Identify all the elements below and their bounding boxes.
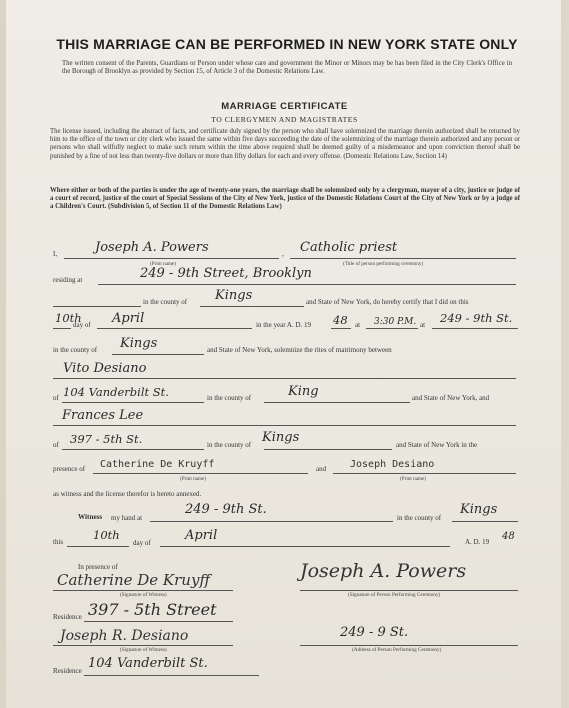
witness1-signature: Catherine De Kruyff [57, 571, 211, 589]
label-residence: Residence [53, 613, 82, 621]
line-groom-county [264, 402, 410, 403]
line-witness2-residence [84, 675, 259, 676]
signed-county: Kings [460, 502, 498, 517]
time: 3:30 P.M. [374, 317, 417, 327]
witness2-signature: Joseph R. Desiano [60, 628, 189, 644]
county1: Kings [215, 288, 253, 303]
line-county1 [200, 306, 304, 307]
label-state-in-the: and State of New York in the [396, 441, 478, 449]
place: 249 - 9th St. [440, 311, 513, 325]
bride-address: 397 - 5th St. [70, 432, 143, 446]
caption-sig-person: (Signature of Person Performing Ceremony) [348, 592, 441, 598]
label-at: at [355, 321, 361, 329]
line-month [97, 328, 252, 329]
line-officiant-signature [300, 590, 518, 591]
signed-year: 48 [502, 531, 515, 542]
caption-title: (Title of person performing ceremony) [343, 261, 424, 267]
groom-name: Vito Desiano [63, 361, 147, 376]
line-groom-address [62, 402, 204, 403]
line-bride-address [62, 449, 204, 450]
line-officiant-title [290, 258, 516, 259]
label-county: in the county of [143, 298, 188, 306]
label-presence: presence of [53, 465, 86, 473]
officiant-title: Catholic priest [300, 240, 398, 255]
officiant-name: Joseph A. Powers [95, 240, 209, 255]
signed-day: 10th [93, 528, 120, 542]
line-witness1-residence [84, 621, 233, 622]
label-of: of [53, 394, 59, 402]
line-signed-month [160, 546, 450, 547]
label-county3: in the county of [207, 394, 252, 402]
label-county2: in the county of [53, 346, 98, 354]
label-state-certify: and State of New York, do hereby certify that I did on this [306, 298, 469, 306]
groom-county: King [288, 384, 319, 399]
witness2-residence: 104 Vanderbilt St. [88, 656, 208, 671]
header-title: THIS MARRIAGE CAN BE PERFORMED IN NEW YORK STATE ONLY [56, 36, 518, 52]
officiant-signature: Joseph A. Powers [300, 560, 467, 582]
label-county4: in the county of [207, 441, 252, 449]
line-day [53, 328, 71, 329]
label-county5: in the county of [397, 514, 442, 522]
marriage-certificate-page: THIS MARRIAGE CAN BE PERFORMED IN NEW YORK STATE ONLY The written consent of the Parents, Guardians or Person under whose care and government the Minor or Minors may be has been filed in the City Clerk's Office in the Borough of Brooklyn as provided by Section 15, of Article 3 of the Domestic Relations Law. MARRIAGE CERTIFICATE TO CLERGYMEN AND MAGISTRATES The license issued, including the abstract of facts, and certificate duly signed by the person who shall have solemnized the marriage therein authorized shall be returned by him to the office of the town or city clerk who issued the same within five days succeeding the date of the solemnizing of the marriage therein authorized and any person or persons who shall wilfully neglect to make such return within the time above required shall be deemed guilty of a misdemeanor and upon conviction thereof shall be punished by a fine of not less than twenty-five dollars or more than fifty dollars for each and every offense. (Domestic Relations Law, Section 14) Where either or both of the parties is under the age of twenty-one years, the marriage shall be solemnized only by a clergyman, mayor of a city, justice or judge of a court of record, justice of the court of Special Sessions of the City of New York, justice of the Domestic Relations Court of the City of New York or by a judge of a Children's Court. (Subdivision 5, of Section 11 of the Domestic Relations Law) I, Joseph A. Powers (Print name) , Catholic priest (Title of person performing ceremony) residing at 249 - 9th Street, Brooklyn in the county of Kings and State of New York, do hereby certify that I did on this 10th day of April in the year A. D. 19 48 at 3:30 P.M. at 249 - 9th St. in the county of Kings and State of New York, solemnize the rites of matrimony between Vito Desiano of 104 Vanderbilt St. in the county of King and State of New York, and Frances Lee of 397 - 5th St. in the county of Kings and State of New York in the presence of Catherine De Kruyff (Print name) and Joseph Desiano (Print name) as witness and the license therefor is hereto annexed. Witness my hand at 249 - 9th St. in the county of Kings this 10th day of April A. D. 19 48 In presence of Catherine De Kruyff (Signature of Witness) Joseph A. Powers (Signature of Person Performing Ceremony) Residence 397 - 5th Street Joseph R. Desiano (Signature of Witness) 249 - 9 St. (Address of Person Performing Ceremony) Residence 104 Vanderbilt St. [0, 0, 569, 708]
line-signed-county [452, 521, 518, 522]
line-witness1-signature [53, 590, 233, 591]
return-instructions-paragraph: The license issued, including the abstract of facts, and certificate duly signed by the person who shall have solemnized the marriage therein authorized shall be returned by him to the office of the town or city clerk who issued the same within five days succeeding the date of the solemnizing of the marriage therein authorized and any person or persons who shall wilfully neglect to make such return within the time above required shall be deemed guilty of a misdemeanor and upon conviction thereof shall be punished by a fine of not less than twenty-five dollars or more than fifty dollars for each and every offense. (Domestic Relations Law, Section 14) [50, 128, 520, 160]
age-requirement-paragraph: Where either or both of the parties is under the age of twenty-one years, the marriage shall be solemnized only by a clergyman, mayor of a city, justice or judge of a court of record, justice of the court of Special Sessions of the City of New York, justice of the Domestic Relations Court of the City of New York or by a judge of a Children's Court. (Subdivision 5, of Section 11 of the Domestic Relations Law) [50, 187, 520, 211]
label-witness: Witness [78, 513, 103, 521]
line-blank [53, 306, 141, 307]
bride-county: Kings [262, 430, 300, 445]
label-witness-annexed: as witness and the license therefor is hereto annexed. [53, 490, 202, 498]
line-witness1-print [93, 473, 308, 474]
caption-print-name-w2: (Print name) [400, 476, 427, 482]
label-day-of: day of [73, 321, 91, 329]
label-residing: residing at [53, 276, 83, 284]
line-residence [98, 284, 516, 285]
line-officiant-address [300, 645, 518, 646]
bride-name: Frances Lee [62, 408, 144, 423]
month: April [112, 311, 145, 326]
line-bride [53, 425, 516, 426]
line-bride-county [264, 449, 392, 450]
label-solemnize: and State of New York, solemnize the rites of matrimony between [207, 346, 392, 354]
label-my-hand: my hand at [111, 514, 143, 522]
line-groom [53, 378, 516, 379]
officiant-residence: 249 - 9th Street, Brooklyn [140, 266, 312, 281]
year: 48 [333, 313, 348, 327]
label-at2: at [420, 321, 426, 329]
caption-print-name-w1: (Print name) [180, 476, 207, 482]
signed-month: April [185, 528, 218, 543]
intro-paragraph: The written consent of the Parents, Guardians or Person under whose care and government the Minor or Minors may be has been filed in the City Clerk's Office in the Borough of Brooklyn as provided by Section 15, of Article 3 of the Domestic Relations Law. [62, 60, 512, 76]
certificate-title: MARRIAGE CERTIFICATE [221, 101, 348, 112]
day: 10th [55, 311, 82, 325]
certificate-subtitle: TO CLERGYMEN AND MAGISTRATES [211, 115, 358, 124]
groom-address: 104 Vanderbilt St. [63, 385, 169, 399]
signed-place: 249 - 9th St. [185, 502, 267, 517]
label-ad: A. D. 19 [465, 538, 490, 546]
caption-address: (Address of Person Performing Ceremony) [352, 647, 442, 653]
label-this: this [53, 538, 64, 546]
line-officiant-name [64, 258, 279, 259]
line-witness2-signature [53, 645, 233, 646]
label-day-of2: day of [133, 539, 151, 547]
caption-print-name: (Print name) [150, 261, 177, 267]
caption-sig-witness: (Signature of Witness) [120, 592, 167, 598]
line-county2 [112, 354, 204, 355]
witness1-residence: 397 - 5th Street [88, 600, 217, 619]
label-year: in the year A. D. 19 [256, 321, 312, 329]
witness2-print-name: Joseph Desiano [350, 459, 435, 470]
line-signed-day [67, 546, 129, 547]
line-witness2-print [333, 473, 516, 474]
officiant-address: 249 - 9 St. [340, 625, 409, 640]
label-of2: of [53, 441, 59, 449]
label-i: I, [53, 250, 58, 258]
line-signed-place [150, 521, 393, 522]
label-in-presence: In presence of [78, 563, 118, 571]
line-time [366, 328, 418, 329]
county2: Kings [120, 336, 158, 351]
label-state-and: and State of New York, and [412, 394, 490, 402]
label-residence2: Residence [53, 667, 82, 675]
witness1-print-name: Catherine De Kruyff [100, 459, 215, 470]
line-place [432, 328, 518, 329]
line-year [331, 328, 351, 329]
caption-sig-witness2: (Signature of Witness) [120, 647, 167, 653]
label-and: and [316, 465, 327, 473]
